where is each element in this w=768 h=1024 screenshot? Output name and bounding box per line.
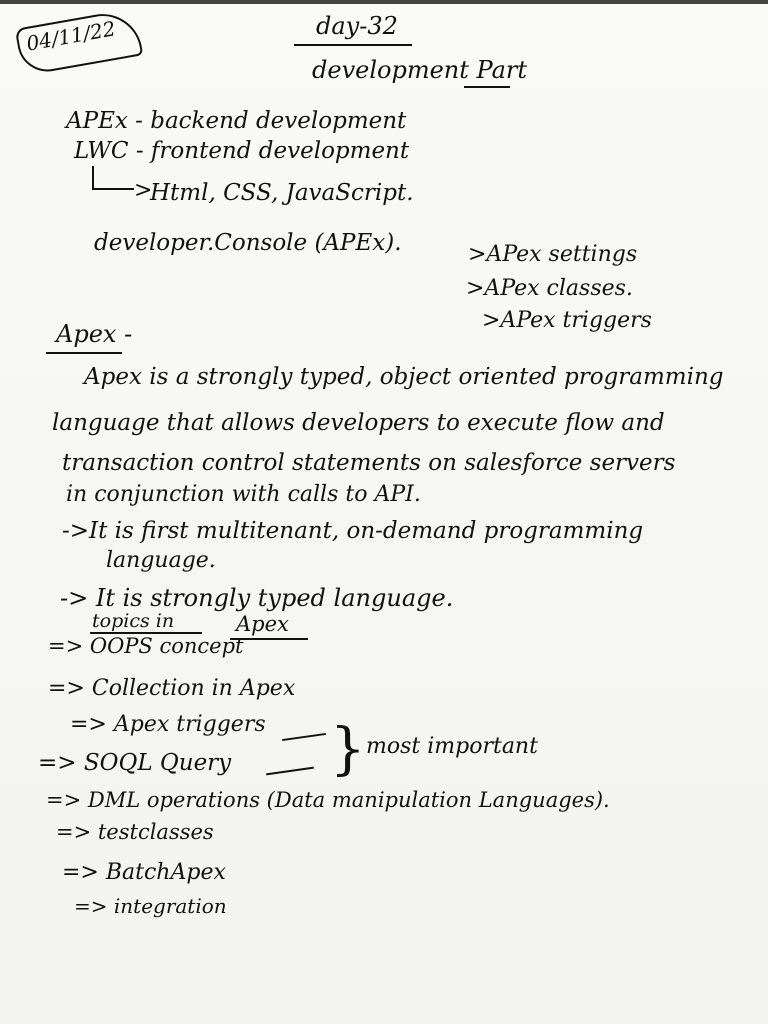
lwc-intro-line: LWC - frontend development <box>74 138 410 164</box>
day-heading: day-32 <box>316 12 398 40</box>
topic-dml: => DML operations (Data manipulation Languages). <box>46 788 610 812</box>
topic-integration: => integration <box>74 894 227 918</box>
apex-heading-underline <box>46 352 122 354</box>
dev-console-line: developer.Console (APEx). <box>94 230 402 256</box>
connector-line-soql <box>266 767 314 776</box>
topic-soql: => SOQL Query <box>38 750 232 776</box>
topic-oops: => OOPS concept <box>48 634 244 658</box>
page-top-edge <box>0 0 768 4</box>
paragraph-line-3: transaction control statements on salesforce servers <box>62 450 676 476</box>
topic-apex-triggers: => Apex triggers <box>70 712 266 737</box>
sub-arrow <box>92 166 134 190</box>
arrow-head: > <box>134 178 153 203</box>
paragraph-line-2: language that allows developers to execute flow and <box>52 410 665 436</box>
apex-intro-line: APEx - backend development <box>66 108 407 134</box>
topic-batchapex: => BatchApex <box>62 860 226 885</box>
brace-icon: } <box>330 717 366 782</box>
console-item-triggers: >APex triggers <box>482 308 652 333</box>
topics-heading-part2: Apex <box>236 612 289 636</box>
subtitle-heading: development Part <box>312 56 528 84</box>
lwc-sub-line: Html, CSS, JavaScript. <box>150 180 414 206</box>
apex-heading: Apex - <box>56 320 133 348</box>
point-multitenant: ->It is first multitenant, on-demand programming <box>62 518 644 544</box>
topic-testclasses: => testclasses <box>56 820 214 844</box>
day-underline <box>294 44 412 46</box>
most-important-note: most important <box>366 734 538 759</box>
point-multitenant-cont: language. <box>106 548 216 573</box>
subtitle-underline <box>464 86 510 88</box>
console-item-settings: >APex settings <box>468 242 638 267</box>
point-strongly-typed: -> It is strongly typed language. <box>60 584 454 612</box>
connector-line-triggers <box>282 733 326 741</box>
topics-heading-part1: topics in <box>92 610 175 632</box>
topic-collection: => Collection in Apex <box>48 676 296 701</box>
date-text: 04/11/22 <box>24 16 118 56</box>
paragraph-line-1: Apex is a strongly typed, object oriented programming <box>84 364 724 390</box>
paragraph-line-4: in conjunction with calls to API. <box>66 482 421 507</box>
console-item-classes: >APex classes. <box>466 276 633 301</box>
